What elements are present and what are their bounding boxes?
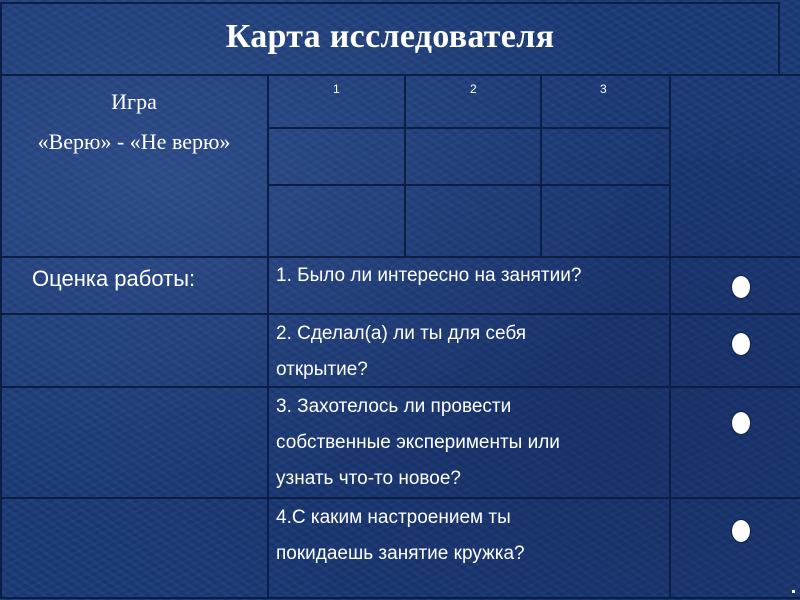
grid-line	[0, 74, 800, 76]
question-line: собственные эксперименты или	[276, 432, 560, 453]
grid-line	[540, 74, 542, 256]
question-line: покидаешь занятие кружка?	[276, 543, 525, 564]
column-number-2: 2	[470, 82, 477, 96]
grid-line	[669, 74, 671, 598]
column-number-3: 3	[600, 82, 607, 96]
grid-line	[268, 184, 670, 186]
question-line: 3. Захотелось ли провести	[276, 396, 512, 417]
grid-line	[0, 497, 800, 499]
game-label	[0, 82, 268, 162]
answer-oval-4[interactable]	[731, 519, 751, 543]
answer-oval-1[interactable]	[731, 275, 751, 299]
grid-line	[268, 127, 670, 129]
grid-line	[0, 2, 780, 4]
question-3	[276, 389, 666, 497]
question-2	[276, 316, 666, 388]
question-line: открытие?	[276, 359, 368, 380]
corner-dot	[792, 590, 795, 593]
rating-label: Оценка работы:	[32, 266, 196, 291]
card-title: Карта исследователя	[225, 18, 555, 55]
game-label-line2: «Верю» - «Не верю»	[37, 129, 231, 154]
answer-oval-2[interactable]	[731, 332, 751, 356]
game-label-line1: Игра	[111, 89, 157, 114]
grid-line	[0, 313, 800, 315]
column-number-1: 1	[333, 82, 340, 96]
question-line: узнать что-то новое?	[276, 468, 461, 489]
question-line: 4.С каким настроением ты	[276, 507, 511, 528]
question-1	[276, 258, 666, 294]
grid-line	[0, 597, 800, 599]
question-line: 1. Было ли интересно на занятии?	[276, 265, 582, 286]
answer-oval-3[interactable]	[731, 411, 751, 435]
question-4	[276, 500, 666, 572]
grid-line	[404, 74, 406, 256]
question-line: 2. Сделал(а) ли ты для себя	[276, 323, 527, 344]
